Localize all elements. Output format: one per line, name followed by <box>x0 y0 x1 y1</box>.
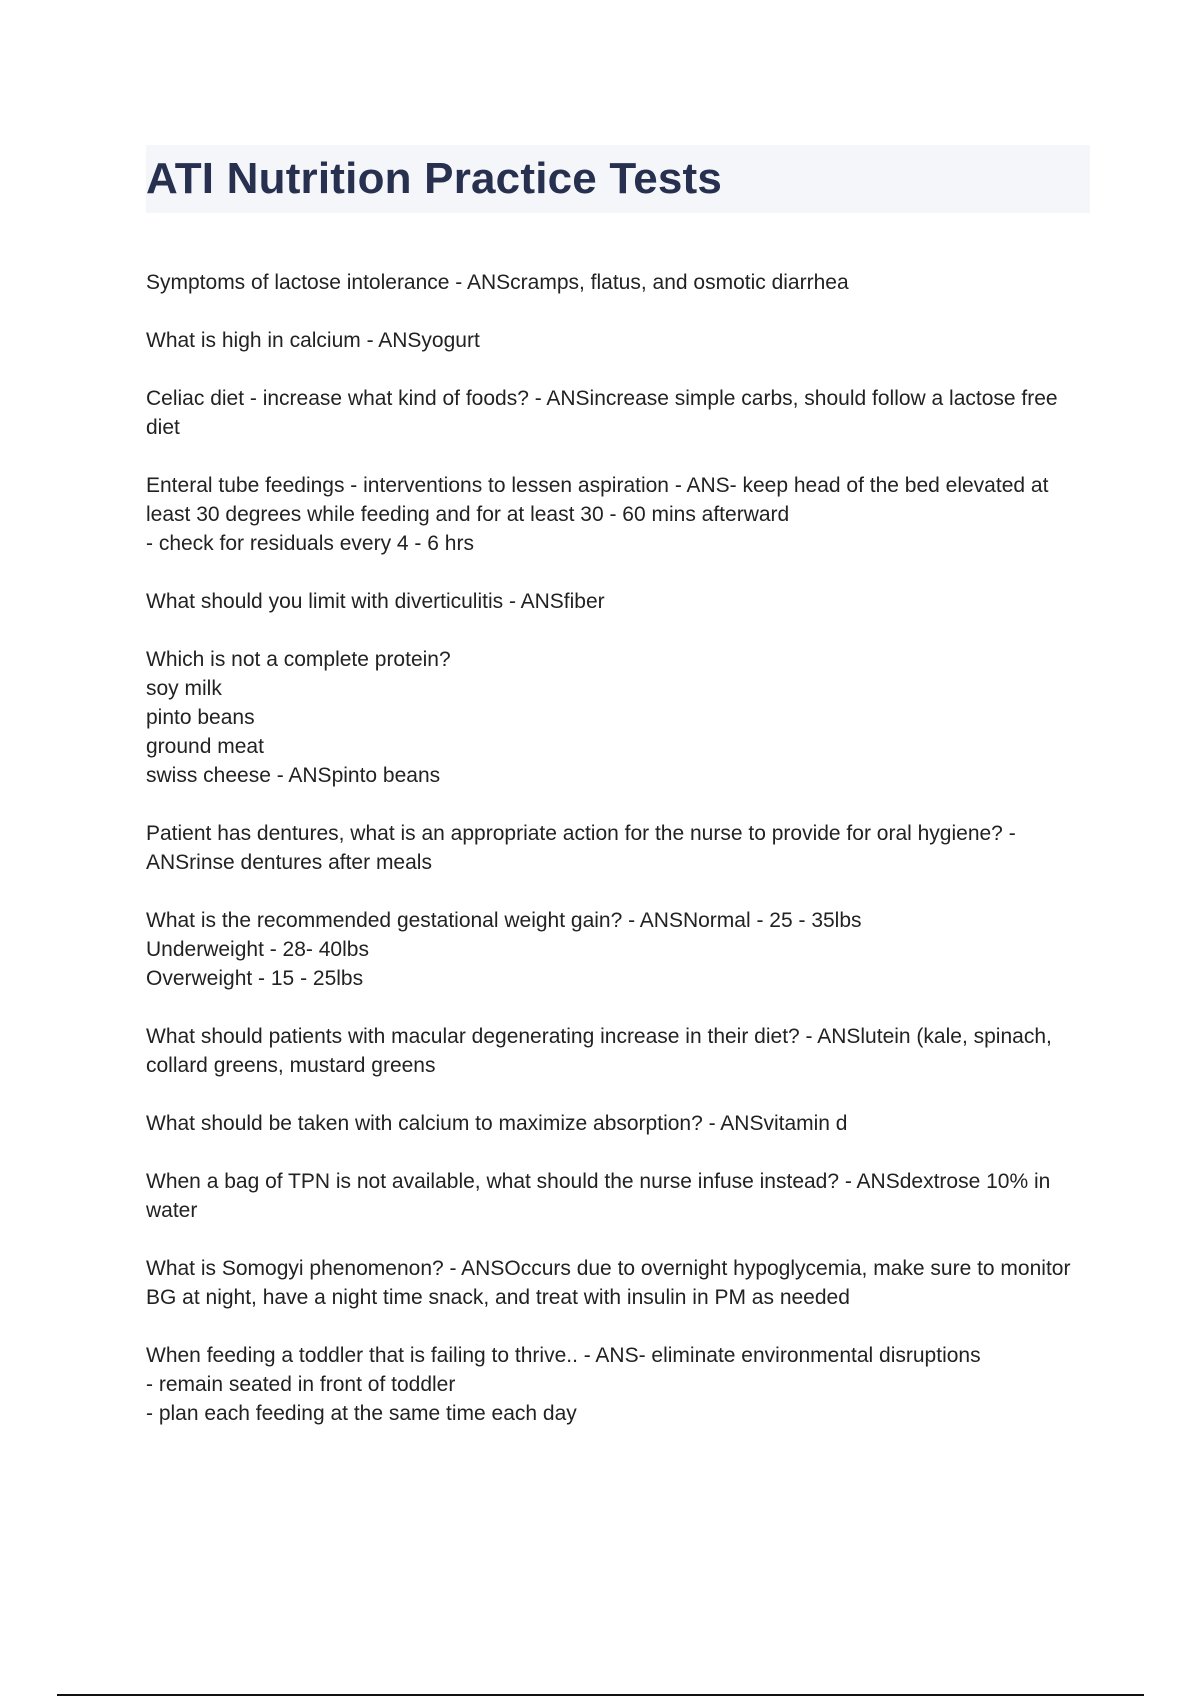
qa-item-gestational-weight: What is the recommended gestational weight gain? - ANSNormal - 25 - 35lbs Underweight - 28- 40lbs Overweight - 15 - 25lbs <box>146 909 862 990</box>
qa-item-failure-to-thrive: When feeding a toddler that is failing to thrive.. - ANS- eliminate environmental disruptions - remain seated in front of toddler - plan each feeding at the same time each day <box>146 1344 981 1425</box>
qa-item-dentures: Patient has dentures, what is an appropriate action for the nurse to provide for oral hygiene? - ANSrinse dentures after meals <box>146 822 1016 874</box>
qa-list <box>146 268 1091 1457</box>
qa-item-calcium: What is high in calcium - ANSyogurt <box>146 329 480 352</box>
qa-item-celiac-diet: Celiac diet - increase what kind of foods? - ANSincrease simple carbs, should follow a lactose free diet <box>146 387 1058 439</box>
qa-item-complete-protein: Which is not a complete protein? soy milk pinto beans ground meat swiss cheese - ANSpinto beans <box>146 648 451 787</box>
qa-item-somogyi: What is Somogyi phenomenon? - ANSOccurs due to overnight hypoglycemia, make sure to monitor BG at night, have a night time snack, and treat with insulin in PM as needed <box>146 1257 1071 1309</box>
title-banner <box>146 145 1090 213</box>
qa-item-lactose-intolerance: Symptoms of lactose intolerance - ANScramps, flatus, and osmotic diarrhea <box>146 271 849 294</box>
page-title: ATI Nutrition Practice Tests <box>146 154 723 203</box>
qa-item-calcium-absorption: What should be taken with calcium to maximize absorption? - ANSvitamin d <box>146 1112 848 1135</box>
qa-item-macular-degeneration: What should patients with macular degenerating increase in their diet? - ANSlutein (kale, spinach, collard greens, mustard greens <box>146 1025 1052 1077</box>
qa-item-tpn: When a bag of TPN is not available, what should the nurse infuse instead? - ANSdextrose 10% in water <box>146 1170 1051 1222</box>
qa-item-enteral-feedings: Enteral tube feedings - interventions to lessen aspiration - ANS- keep head of the bed elevated at least 30 degrees while feeding and for at least 30 - 60 mins afterward - check for residuals every 4 - 6 hrs <box>146 474 1049 555</box>
footer-divider <box>57 1694 1144 1696</box>
qa-item-diverticulitis: What should you limit with diverticulitis - ANSfiber <box>146 590 605 613</box>
